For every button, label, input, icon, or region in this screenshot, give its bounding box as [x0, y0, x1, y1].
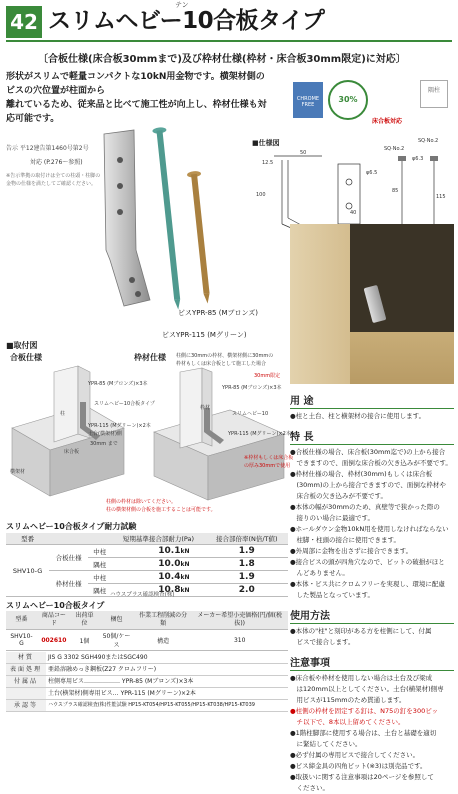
unit: kN — [180, 548, 190, 555]
callout-green-frame: YPR-115 (Mグリーン)×2本 — [228, 431, 291, 437]
spec-table — [6, 611, 288, 651]
method-line: ●本体の"柱"と刻印がある方を柱側にして、付属 — [290, 627, 432, 635]
dim-sq2b: SQ·No.2 — [418, 138, 439, 144]
table-row — [6, 652, 288, 664]
title-ruby: テン — [175, 1, 189, 9]
dimension-heading: ■仕様図 — [252, 139, 280, 147]
caution-line: ●必ず付属の専用ビスで接合してください。 — [290, 751, 420, 759]
table-header: メーカー希望小売価格(円/個(税抜)) — [191, 611, 288, 630]
feature-line: ●合板仕様の場合、床合板(30mm迄で)の上から接合 — [290, 448, 446, 456]
dim-phi63: φ6.3 — [412, 156, 424, 162]
table-header: 型番 — [6, 611, 37, 630]
callout-green: YPR-115 (Mグリーン)×2本 — [88, 423, 151, 429]
install-frame-note: 柱側に30mmの枠材、横架材側に30mmの — [176, 353, 274, 359]
value: 10.4 — [158, 572, 181, 582]
ratio-cell: 1.8 — [205, 558, 288, 571]
callout-ply: 床合板 — [64, 449, 80, 455]
feature-line: できますので、面倒な床合板の欠き込みが不要です。 — [290, 459, 452, 467]
spec-cell: 合板仕様 — [49, 545, 88, 571]
info-value: 柱側専用ビス……………… YPR-85 (Mブロンズ)×3本 — [46, 676, 288, 688]
caution-line: ●取扱いに関する注意事項は20ページを参照して — [290, 773, 434, 781]
screws-illustration — [148, 122, 228, 312]
info-value: 土台(横架材)側専用ビス… YPR-115 (Mグリーン)×2本 — [46, 688, 288, 700]
method-line: ビスで接合します。 — [290, 638, 355, 646]
caution-line: は120mm以上としてください。土台(横架材)側専 — [290, 685, 444, 693]
approval-note-line: 金物の仕様を満たしてご確認ください。 — [6, 181, 97, 187]
feature-line: んどありません。 — [290, 569, 349, 577]
product-code: 002610 — [37, 630, 71, 651]
value: 10.1 — [158, 546, 181, 556]
table-header: 出荷単位 — [71, 611, 98, 630]
callout-bracket-frame: スリムヘビー10 — [232, 411, 269, 417]
table-header-row — [6, 611, 288, 630]
performance-title: スリムヘビー10合板タイプ耐力試験 — [6, 522, 137, 531]
table-row — [6, 545, 288, 558]
caution-heading: 注意事項 — [290, 654, 454, 671]
features-heading: 特 長 — [290, 428, 454, 445]
info-value: JIS G 3302 SGH490またはSGC490 — [46, 652, 288, 664]
dim-50: 50 — [300, 150, 307, 156]
thirty-percent-badge: 30% — [328, 80, 368, 120]
feature-line: した製品となっています。 — [290, 591, 374, 599]
value-cell — [111, 558, 205, 571]
chrome-free-badge: CHROME FREE — [293, 82, 323, 118]
installation-photo — [290, 224, 454, 384]
page-subtitle: 〔合板仕様(床合板30mmまで)及び枠材仕様(枠材・床合板30mm限定)に対応〕 — [38, 54, 406, 65]
feature-line: ●枠材仕様の場合、枠材(30mm)もしくは床合板 — [290, 470, 433, 478]
install-plywood-label: 合板仕様 — [10, 353, 42, 362]
table-header: 型番 — [6, 533, 49, 545]
table-cell: 50個/ケース — [98, 630, 135, 651]
install-heading: ■取付図 — [6, 341, 38, 350]
screw-label-bronze: ビスYPR-85 (Mブロンズ) — [178, 309, 259, 317]
callout-frame-label: 枠材 — [200, 405, 211, 411]
intro-text — [6, 70, 268, 126]
dim-sq2a: SQ·No.2 — [384, 146, 405, 152]
caution-line: ●1階柱脚部に使用する場合は、土台と基礎を適切 — [290, 729, 437, 737]
value-cell — [111, 571, 205, 584]
info-key: 材質 — [6, 652, 46, 664]
table-header: 梱包 — [98, 611, 135, 630]
page-title: スリムヘビー10合板タイプ — [48, 8, 325, 34]
dim-40: 40 — [350, 210, 357, 216]
info-key: 付属品 — [6, 676, 46, 688]
feature-line: ●接合ビスの頭が四角穴なので、ビットの破損がほと — [290, 558, 445, 566]
caution-line: ください。 — [290, 784, 329, 792]
callout-beam: 横架材 — [10, 469, 26, 475]
feature-line: ●外周部に金物を出さずに接合できます。 — [290, 547, 413, 555]
info-key: 表面処理 — [6, 664, 46, 676]
table-header: 作業工程削減の分類 — [135, 611, 192, 630]
feature-line: ●本体の幅が30mmのため、真壁等で狭かった際の — [290, 503, 440, 511]
feature-line: 柱脚・柱頭の接合に使用できます。 — [290, 536, 400, 544]
feature-line: 床合板の欠き込みが不要です。 — [290, 492, 387, 500]
approval-note-line: ※告示準拠の取付けは全ての柱頭・柱脚の — [6, 173, 101, 179]
value: 10.0 — [158, 559, 181, 569]
table-cell: 1個 — [71, 630, 98, 651]
table-header — [49, 533, 111, 545]
table-row — [6, 688, 288, 700]
right-column — [290, 392, 454, 794]
info-value: 亜鉛溶融めっき鋼板(Z27 クロムフリー) — [46, 664, 288, 676]
ratio-cell: 1.9 — [205, 545, 288, 558]
intro-line: 離れているため、従来品と比べて施工性が向上し、枠材仕様も対応可能です。 — [6, 100, 267, 124]
caution-line: ●ビス締金具の四角ビット(※3)は別売品です。 — [290, 762, 427, 770]
ratio-cell: 2.0 — [205, 584, 288, 597]
feature-line: 接りのい場合に最適です。 — [290, 514, 374, 522]
spec-cell: 枠材仕様 — [49, 571, 88, 597]
plywood-install-diagram — [8, 366, 128, 508]
dim-phi65: φ6.5 — [366, 170, 378, 176]
intro-line: 形状がスリムで軽量コンパクトな10kN用金物です。横架材側のビスの穴位置が柱面から — [6, 72, 265, 96]
info-key: 承認等 — [6, 700, 46, 712]
dim-100: 100 — [256, 192, 266, 198]
ratio-cell: 1.9 — [205, 571, 288, 584]
callout-bracket: スリムヘビー10合板タイプ — [94, 401, 155, 407]
caution-line-red: チ以下で、8本以上留めてください。 — [290, 718, 405, 726]
model-cell: SHV10-G — [6, 545, 49, 597]
green-screw — [152, 127, 185, 310]
table-row — [6, 571, 288, 584]
unit: kN — [180, 561, 190, 568]
dim-12: 12.5 — [262, 160, 274, 166]
table-cell: 構造 — [135, 630, 192, 651]
callout-30mm: 30mm まで — [90, 441, 118, 447]
pos-cell: 隅柱 — [88, 558, 111, 571]
bronze-screw — [187, 170, 215, 304]
info-key — [6, 688, 46, 700]
table-row — [6, 664, 288, 676]
callout-green2: 土台(横架材)側 — [88, 431, 122, 437]
callout-red-note: 柱側の枠材は除いてください。 — [106, 499, 177, 505]
corner-pillar-badge: 隅柱 — [420, 80, 448, 108]
install-frame-note: 枠材もしくは床合板として施工した場合 — [176, 361, 267, 367]
page-number: 42 — [6, 6, 42, 38]
screw-label-green: ビスYPR-115 (Mグリーン) — [162, 331, 247, 339]
performance-caption: ハウスプラス確認検査(株) — [110, 592, 175, 598]
table-header-row — [6, 533, 288, 545]
use-text: ●柱と土台、柱と横架材の接合に使用します。 — [290, 412, 426, 420]
method-heading: 使用方法 — [290, 607, 454, 624]
table-cell: SHV10-G — [6, 630, 37, 651]
table-header: 接合部倍率(N倍/T値) — [205, 533, 288, 545]
table-cell: 310 — [191, 630, 288, 651]
pos-cell: 中柱 — [88, 571, 111, 584]
approval-notice: 告示 平12建告第1460号第2号 — [6, 145, 89, 152]
caution-line: 用ビスが115mmのため貫通します。 — [290, 696, 406, 704]
table-row — [6, 676, 288, 688]
use-heading: 用 途 — [290, 392, 454, 409]
caution-line: ●床合板や枠材を使用しない場合は土台及び梁成 — [290, 674, 433, 682]
dim-115: 115 — [436, 194, 446, 200]
callout-bronze: YPR-85 (Mブロンズ)×3本 — [88, 381, 148, 387]
callout-red-note2: 柱の横架材側の合板を施工することは可能です。 — [106, 507, 216, 513]
title-underline — [6, 40, 452, 42]
info-table — [6, 652, 288, 712]
callout-frame-red2: の厚み30mmで使用 — [244, 463, 291, 469]
feature-line: ●本体・ビス共にクロムフリーを実現し、環境に配慮 — [290, 580, 445, 588]
value: 10.8 — [158, 585, 181, 595]
table-row — [6, 700, 288, 712]
callout-pillar: 柱 — [60, 411, 66, 417]
approval-ref: 対応 (P.276〜参照) — [30, 159, 83, 166]
floor-plywood-label: 床合板対応 — [372, 118, 403, 125]
table-header: 商品コード — [37, 611, 71, 630]
unit: kN — [180, 574, 190, 581]
bracket-illustration — [76, 130, 156, 310]
table-header: 短期基準接合部耐力(Pa) — [111, 533, 205, 545]
install-frame-label: 枠材仕様 — [134, 353, 166, 362]
value-cell — [111, 545, 205, 558]
callout-bronze-frame: YPR-85 (Mブロンズ)×3本 — [222, 385, 282, 391]
callout-30mm-limited: 30mm限定 — [254, 373, 281, 379]
caution-line-red: ●柱側の枠材を固定する釘は、N75の釘を300ピッ — [290, 707, 438, 715]
caution-line: に緊結してください。 — [290, 740, 362, 748]
feature-line: ●ホールダウン金物10kN用を使用しなければならない — [290, 525, 449, 533]
feature-line: (30mm)の上から接合できますので、面倒な枠材や — [290, 481, 446, 489]
info-value: ハウスプラス確認検査(株)性能試験 HP15-KT054/HP15-KT055/HP15-KT038/HP15-KT039 — [46, 700, 288, 712]
dim-85: 85 — [392, 188, 399, 194]
performance-table — [6, 533, 288, 597]
unit: kN — [180, 587, 190, 594]
table-row — [6, 630, 288, 651]
pos-cell: 中柱 — [88, 545, 111, 558]
callout-frame-red: ※枠材もしくは床合板 — [244, 455, 294, 461]
pos-cell: 隅柱 — [88, 584, 111, 597]
spec-title: スリムヘビー10合板タイプ — [6, 601, 105, 610]
